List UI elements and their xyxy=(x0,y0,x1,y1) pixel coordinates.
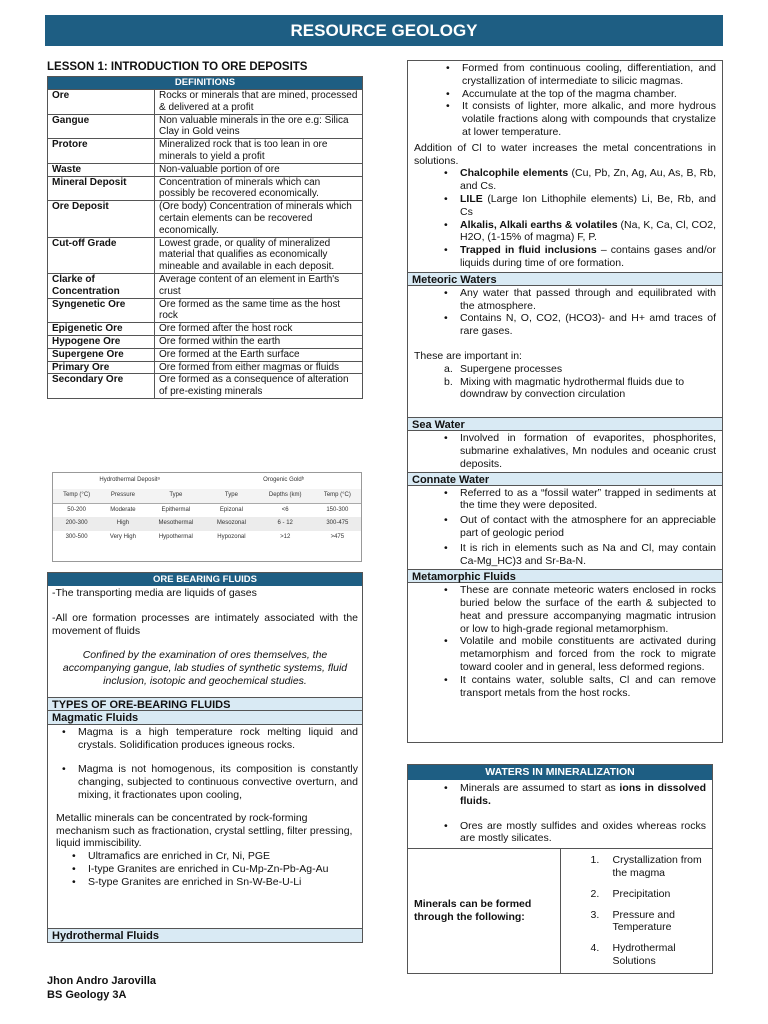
definition-text: Ore formed within the earth xyxy=(155,335,363,348)
definitions-table xyxy=(47,76,363,399)
hydro-cell: Moderate xyxy=(110,506,136,513)
definition-term: Primary Ore xyxy=(48,361,155,374)
important-list xyxy=(438,363,716,401)
list-text: Hydrothermal Solutions xyxy=(612,942,676,967)
definition-term: Hypogene Ore xyxy=(48,335,155,348)
hydro-row xyxy=(53,517,361,531)
definition-row xyxy=(48,361,363,374)
meteoric-heading: Meteoric Waters xyxy=(408,272,722,286)
list-item-text: – contains gases and/or liquids during time of ore formation. xyxy=(460,244,716,269)
definition-term: Clarke of Concentration xyxy=(48,273,155,298)
metallic-para: Metallic minerals can be concentrated by rock-forming mechanism such as fractionation, crystal settling, filter pressing, liquid immiscibility. xyxy=(56,811,353,850)
definition-row xyxy=(48,237,363,273)
hydro-row xyxy=(53,503,361,517)
definition-row xyxy=(48,273,363,298)
waters-bullet-2: • Ores are mostly sulfides and oxides whereas rocks are mostly silicates. xyxy=(438,820,706,846)
hydro-cell: 6 - 12 xyxy=(257,517,314,531)
cl-para: Addition of Cl to water increases the metal concentrations in solutions. xyxy=(414,141,716,167)
definition-text: Mineralized rock that is too lean in ore minerals to yield a profit xyxy=(155,139,363,164)
definition-term: Syngenetic Ore xyxy=(48,298,155,323)
magmatic-list xyxy=(56,726,358,802)
list-item: • Formed from continuous cooling, differentiation, and crystallization of intermediate to silicic magmas. xyxy=(440,62,716,88)
waters-box xyxy=(407,764,713,974)
definition-text: Ore formed as the same time as the host rock xyxy=(155,298,363,323)
ore-fluids-box xyxy=(47,572,363,943)
definition-text: Concentration of minerals which can possibly be recovered economically. xyxy=(155,176,363,201)
waters-bullet-1 xyxy=(438,782,706,808)
ore-fluids-p2: -All ore formation processes are intimately associated with the movement of fluids xyxy=(52,611,358,637)
list-item xyxy=(438,219,716,245)
metamorphic-heading: Metamorphic Fluids xyxy=(408,569,722,583)
definition-row xyxy=(48,335,363,348)
list-item: • Ultramafics are enriched in Cr, Ni, PGE xyxy=(66,850,358,863)
ore-fluids-p1: -The transporting media are liquids of gases xyxy=(52,587,257,599)
list-item: • Magma is a high temperature rock melting liquid and crystals. Solidification produces igneous rocks. xyxy=(56,726,358,752)
definition-text: Non-valuable portion of ore xyxy=(155,163,363,176)
definition-row xyxy=(48,114,363,139)
list-item: • Accumulate at the top of the magma chamber. xyxy=(440,88,716,101)
metamorphic-list xyxy=(438,584,716,699)
list-item xyxy=(438,167,716,193)
definition-row xyxy=(48,348,363,361)
meteoric-list xyxy=(438,287,716,338)
list-number: 3. xyxy=(590,908,600,921)
hydro-cell: 50-200 xyxy=(67,506,86,513)
footer xyxy=(47,974,156,1003)
definition-text: Rocks or minerals that are mined, processed & delivered at a profit xyxy=(155,90,363,115)
definition-text: Average content of an element in Earth's crust xyxy=(155,273,363,298)
list-text: Mixing with magmatic hydrothermal fluids due to downdraw by convection circulation xyxy=(460,375,685,401)
definition-term: Protore xyxy=(48,139,155,164)
list-text: Pressure and Temperature xyxy=(612,908,675,934)
hydro-header: Temp (°C) xyxy=(314,489,361,503)
list-item xyxy=(565,942,709,968)
sea-heading: Sea Water xyxy=(408,417,722,431)
definition-row xyxy=(48,163,363,176)
list-item xyxy=(565,888,709,901)
list-item: • It consists of lighter, more alkalic, and more hydrous volatile fractions along with compounds that crystalize at lower temperature. xyxy=(440,100,716,138)
list-item: • These are connate meteoric waters enclosed in rocks buried below the surface of the earth & subjected to heat and pressure accompanying magmatic intrusion or low to high-grade regional metamorphism. xyxy=(438,584,716,635)
connate-list xyxy=(438,487,716,568)
hydro-cell: Epizonal xyxy=(219,506,243,513)
formed-label: Minerals can be formed through the following: xyxy=(408,849,560,974)
list-item: • S-type Granites are enriched in Sn-W-Be-U-Li xyxy=(66,876,358,889)
definition-row xyxy=(48,90,363,115)
list-text: Supergene processes xyxy=(460,362,563,375)
list-item-text: (Large Ion Lithophile elements) Li, Be, Rb, and Cs xyxy=(460,192,716,218)
list-item: • Referred to as a “fossil water” trapped in sediments at the time they were deposited. xyxy=(438,487,716,513)
list-item: • It is rich in elements such as Na and Cl, may contain Ca-Mg_HC)3 and Sr-Ba-N. xyxy=(438,542,716,568)
definition-term: Waste xyxy=(48,163,155,176)
hydro-cell: Hypozonal xyxy=(217,534,246,541)
definition-row xyxy=(48,201,363,237)
definition-row xyxy=(48,298,363,323)
right-column-box xyxy=(407,60,723,743)
lesson-title: LESSON 1: INTRODUCTION TO ORE DEPOSITS xyxy=(47,61,308,73)
magmatic-heading: Magmatic Fluids xyxy=(48,711,362,725)
hydro-cell: 200-300 xyxy=(53,517,100,531)
formed-table xyxy=(408,848,712,973)
important-para: These are important in: xyxy=(414,349,522,362)
hydro-cell: 300-475 xyxy=(314,517,361,531)
hydro-cell: Epithermal xyxy=(161,506,191,513)
hydro-cell: High xyxy=(100,517,145,531)
hydro-group-2: Orogenic Goldᵇ xyxy=(263,477,305,484)
sea-list xyxy=(438,432,716,470)
list-item-bold: Alkalis, Alkali earths & volatiles xyxy=(460,218,618,231)
hydro-group-1: Hydrothermal Depositᵃ xyxy=(99,477,160,484)
list-item-text: (Cu, Pb, Zn, Ag, Au, As, B, Rb, and Cs. xyxy=(460,167,717,193)
hydrothermal-table-image xyxy=(52,472,362,562)
hydro-cell: Mesothermal xyxy=(146,517,207,531)
hydro-cell: Hypothermal xyxy=(158,534,193,541)
list-item-bold: Chalcophile elements xyxy=(460,167,569,180)
hydro-cell: <6 xyxy=(281,506,289,513)
list-item: • It contains water, soluble salts, Cl and can remove transport metals from the host rocks. xyxy=(438,674,716,700)
list-number: a. xyxy=(444,362,453,375)
hydro-row xyxy=(53,531,361,545)
connate-heading: Connate Water xyxy=(408,472,722,486)
hydrothermal-heading: Hydrothermal Fluids xyxy=(48,928,362,942)
waters-heading: WATERS IN MINERALIZATION xyxy=(408,765,712,780)
page-title-banner xyxy=(45,15,723,46)
definition-row xyxy=(48,374,363,399)
definition-term: Ore xyxy=(48,90,155,115)
page-title: RESOURCE GEOLOGY xyxy=(290,21,478,40)
definitions-heading: DEFINITIONS xyxy=(48,77,363,90)
types-heading: TYPES OF ORE-BEARING FLUIDS xyxy=(48,697,362,711)
author-name: Jhon Andro Jarovilla xyxy=(47,975,157,987)
hydro-header: Type xyxy=(146,489,207,503)
definition-text: (Ore body) Concentration of minerals which certain elements can be recovered economically. xyxy=(155,201,363,237)
list-number: 2. xyxy=(590,887,600,900)
hydro-cell: Mesozonal xyxy=(206,517,257,531)
hydro-header: Type xyxy=(206,489,257,503)
list-item: • Magma is not homogenous, its composition is constantly changing, subjected to continuous convective overturn, and mixing, it fractionates upon cooling, xyxy=(56,763,358,801)
list-item: • I-type Granites are enriched in Cu-Mp-Zn-Pb-Ag-Au xyxy=(66,863,358,876)
definition-term: Mineral Deposit xyxy=(48,176,155,201)
list-item xyxy=(565,909,709,935)
hydro-cell: Very High xyxy=(109,534,136,541)
definition-text: Ore formed at the Earth surface xyxy=(155,348,363,361)
list-item: • Out of contact with the atmosphere for an appreciable part of geologic period xyxy=(438,514,716,540)
definition-text: Ore formed as a consequence of alteration of pre-existing minerals xyxy=(155,374,363,399)
list-item xyxy=(565,854,709,880)
ore-fluids-heading: ORE BEARING FLUIDS xyxy=(48,573,362,586)
definition-term: Epigenetic Ore xyxy=(48,323,155,336)
hydro-header: Depths (km) xyxy=(257,489,314,503)
list-item xyxy=(438,244,716,270)
definition-text: Ore formed from either magmas or fluids xyxy=(155,361,363,374)
elements-list xyxy=(438,167,716,269)
formed-list xyxy=(565,854,709,968)
list-item: • Any water that passed through and equilibrated with the atmosphere. xyxy=(438,287,716,313)
definition-text: Ore formed after the host rock xyxy=(155,323,363,336)
hydro-header: Pressure xyxy=(100,489,145,503)
author-course: BS Geology 3A xyxy=(47,989,127,1002)
definition-text: Non valuable minerals in the ore e.g: Silica Clay in Gold veins xyxy=(155,114,363,139)
list-item xyxy=(438,376,716,402)
waters-bullet-1-text: Minerals are assumed to start as xyxy=(460,782,620,794)
list-number: 4. xyxy=(590,942,600,955)
enrich-list xyxy=(66,850,358,888)
list-number: b. xyxy=(444,375,453,388)
list-text: Crystallization from the magma xyxy=(612,854,702,879)
definition-term: Ore Deposit xyxy=(48,201,155,237)
list-item xyxy=(438,363,716,376)
list-number: 1. xyxy=(590,854,600,867)
list-text: Precipitation xyxy=(612,887,671,900)
definition-row xyxy=(48,323,363,336)
definition-term: Gangue xyxy=(48,114,155,139)
list-item-text: (Na, K, Ca, Cl, CO2, H2O, (1-15% of magma) F, P. xyxy=(460,218,716,244)
definition-text: Lowest grade, or quality of mineralized material that qualifies as economically mineable and available in each deposit. xyxy=(155,237,363,273)
hydro-header: Temp (°C) xyxy=(53,489,100,503)
hydro-cell: 300-500 xyxy=(65,534,88,541)
list-item-bold: Trapped in fluid inclusions xyxy=(460,244,597,257)
list-item: • Involved in formation of evaporites, phosphorites, submarine exhalatives, Mn nodules and oceanic crust deposits. xyxy=(438,432,716,470)
list-item xyxy=(438,193,716,219)
ore-fluids-italic: Confined by the examination of ores themselves, the accompanying gangue, lab studies of synthetic systems, fluid inclusion, isotopic and geochemical studies. xyxy=(62,649,348,687)
hydro-cell: >12 xyxy=(280,534,291,541)
definition-row xyxy=(48,139,363,164)
waters-bullet-1-bold: ions in dissolved fluids. xyxy=(460,782,707,807)
list-item: • Volatile and mobile constituents are activated during metamorphism and forced from the rock to migrate toward cooler and in general, less deformed regions. xyxy=(438,635,716,673)
hydro-cell: >475 xyxy=(330,534,345,541)
definition-term: Cut-off Grade xyxy=(48,237,155,273)
definition-term: Secondary Ore xyxy=(48,374,155,399)
list-item: • Contains N, O, CO2, (HCO3)- and H+ amd traces of rare gases. xyxy=(438,312,716,338)
magma-top-list xyxy=(440,62,716,139)
list-item-bold: LILE xyxy=(460,192,483,205)
hydro-cell: 150-300 xyxy=(326,506,349,513)
definition-row xyxy=(48,176,363,201)
definition-term: Supergene Ore xyxy=(48,348,155,361)
